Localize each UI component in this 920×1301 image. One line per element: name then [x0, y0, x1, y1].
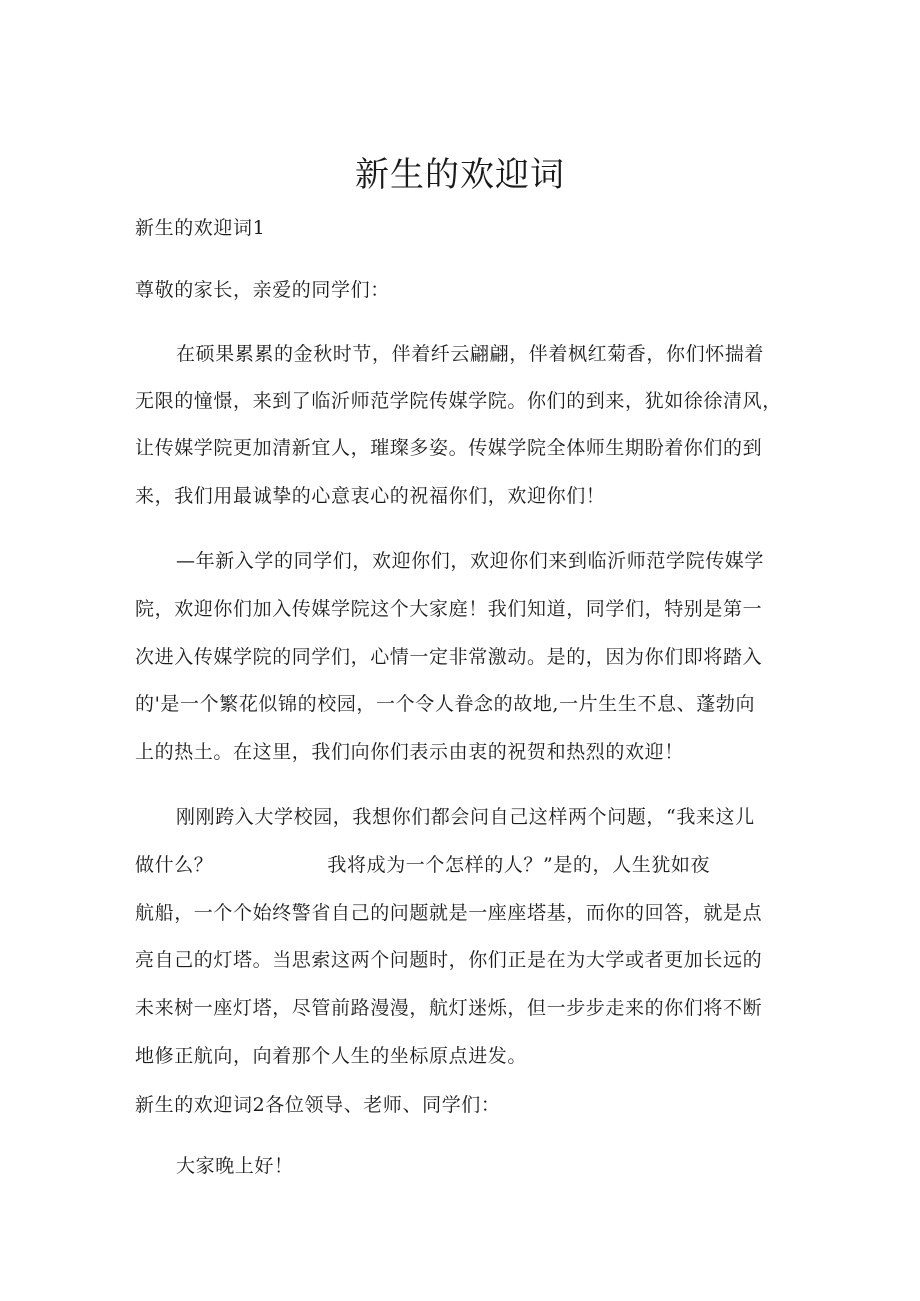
- section-heading-2: 新生的欢迎词2各位领导、老师、同学们：: [135, 1094, 501, 1116]
- line-fragment: 做什么？: [135, 854, 214, 876]
- line-fragment: 我将成为一个怎样的人？”是的，人生犹如夜: [327, 854, 711, 876]
- paragraph-line: 未来树一座灯塔，尽管前路漫漫，航灯迷烁，但一步步走来的你们将不断: [135, 997, 763, 1019]
- paragraph-line: 院，欢迎你们加入传媒学院这个大家庭！我们知道，同学们，特别是第一: [135, 598, 763, 620]
- paragraph-line: [135, 851, 785, 879]
- paragraph-line: —年新入学的同学们，欢迎你们，欢迎你们来到临沂师范学院传媒学: [176, 550, 765, 572]
- paragraph-line: 无限的憧憬，来到了临沂师范学院传媒学院。你们的到来，犹如徐徐清风，: [135, 390, 782, 412]
- paragraph-line: 在硕果累累的金秋时节，伴着纤云翩翩，伴着枫红菊香，你们怀揣着: [176, 343, 765, 365]
- paragraph-line: 来，我们用最诚挚的心意衷心的祝福你们，欢迎你们！: [135, 485, 606, 507]
- paragraph-line: 亮自己的灯塔。当思索这两个问题时，你们正是在为大学或者更加长远的: [135, 949, 763, 971]
- paragraph-line: 刚刚跨入大学校园，我想你们都会问自己这样两个问题，“我来这儿: [176, 806, 755, 828]
- greeting: 大家晚上好！: [176, 1155, 294, 1177]
- paragraph-line: 让传媒学院更加清新宜人，璀璨多姿。传媒学院全体师生期盼着你们的到: [135, 437, 763, 459]
- paragraph-line: 航船，一个个始终警省自己的问题就是一座座塔基，而你的回答，就是点: [135, 902, 763, 924]
- salutation: 尊敬的家长，亲爱的同学们：: [135, 279, 390, 301]
- paragraph-line: 次进入传媒学院的同学们，心情一定非常激动。是的，因为你们即将踏入: [135, 646, 763, 668]
- paragraph-line: 上的热土。在这里，我们向你们表示由衷的祝贺和热烈的欢迎！: [135, 741, 684, 763]
- paragraph-line: 的'是一个繁花似锦的校园，一个令人眷念的故地,一片生生不息、蓬勃向: [135, 693, 756, 715]
- section-heading-1: 新生的欢迎词1: [135, 217, 266, 239]
- paragraph-line: 地修正航向，向着那个人生的坐标原点进发。: [135, 1045, 528, 1067]
- page-title: 新生的欢迎词: [355, 155, 565, 195]
